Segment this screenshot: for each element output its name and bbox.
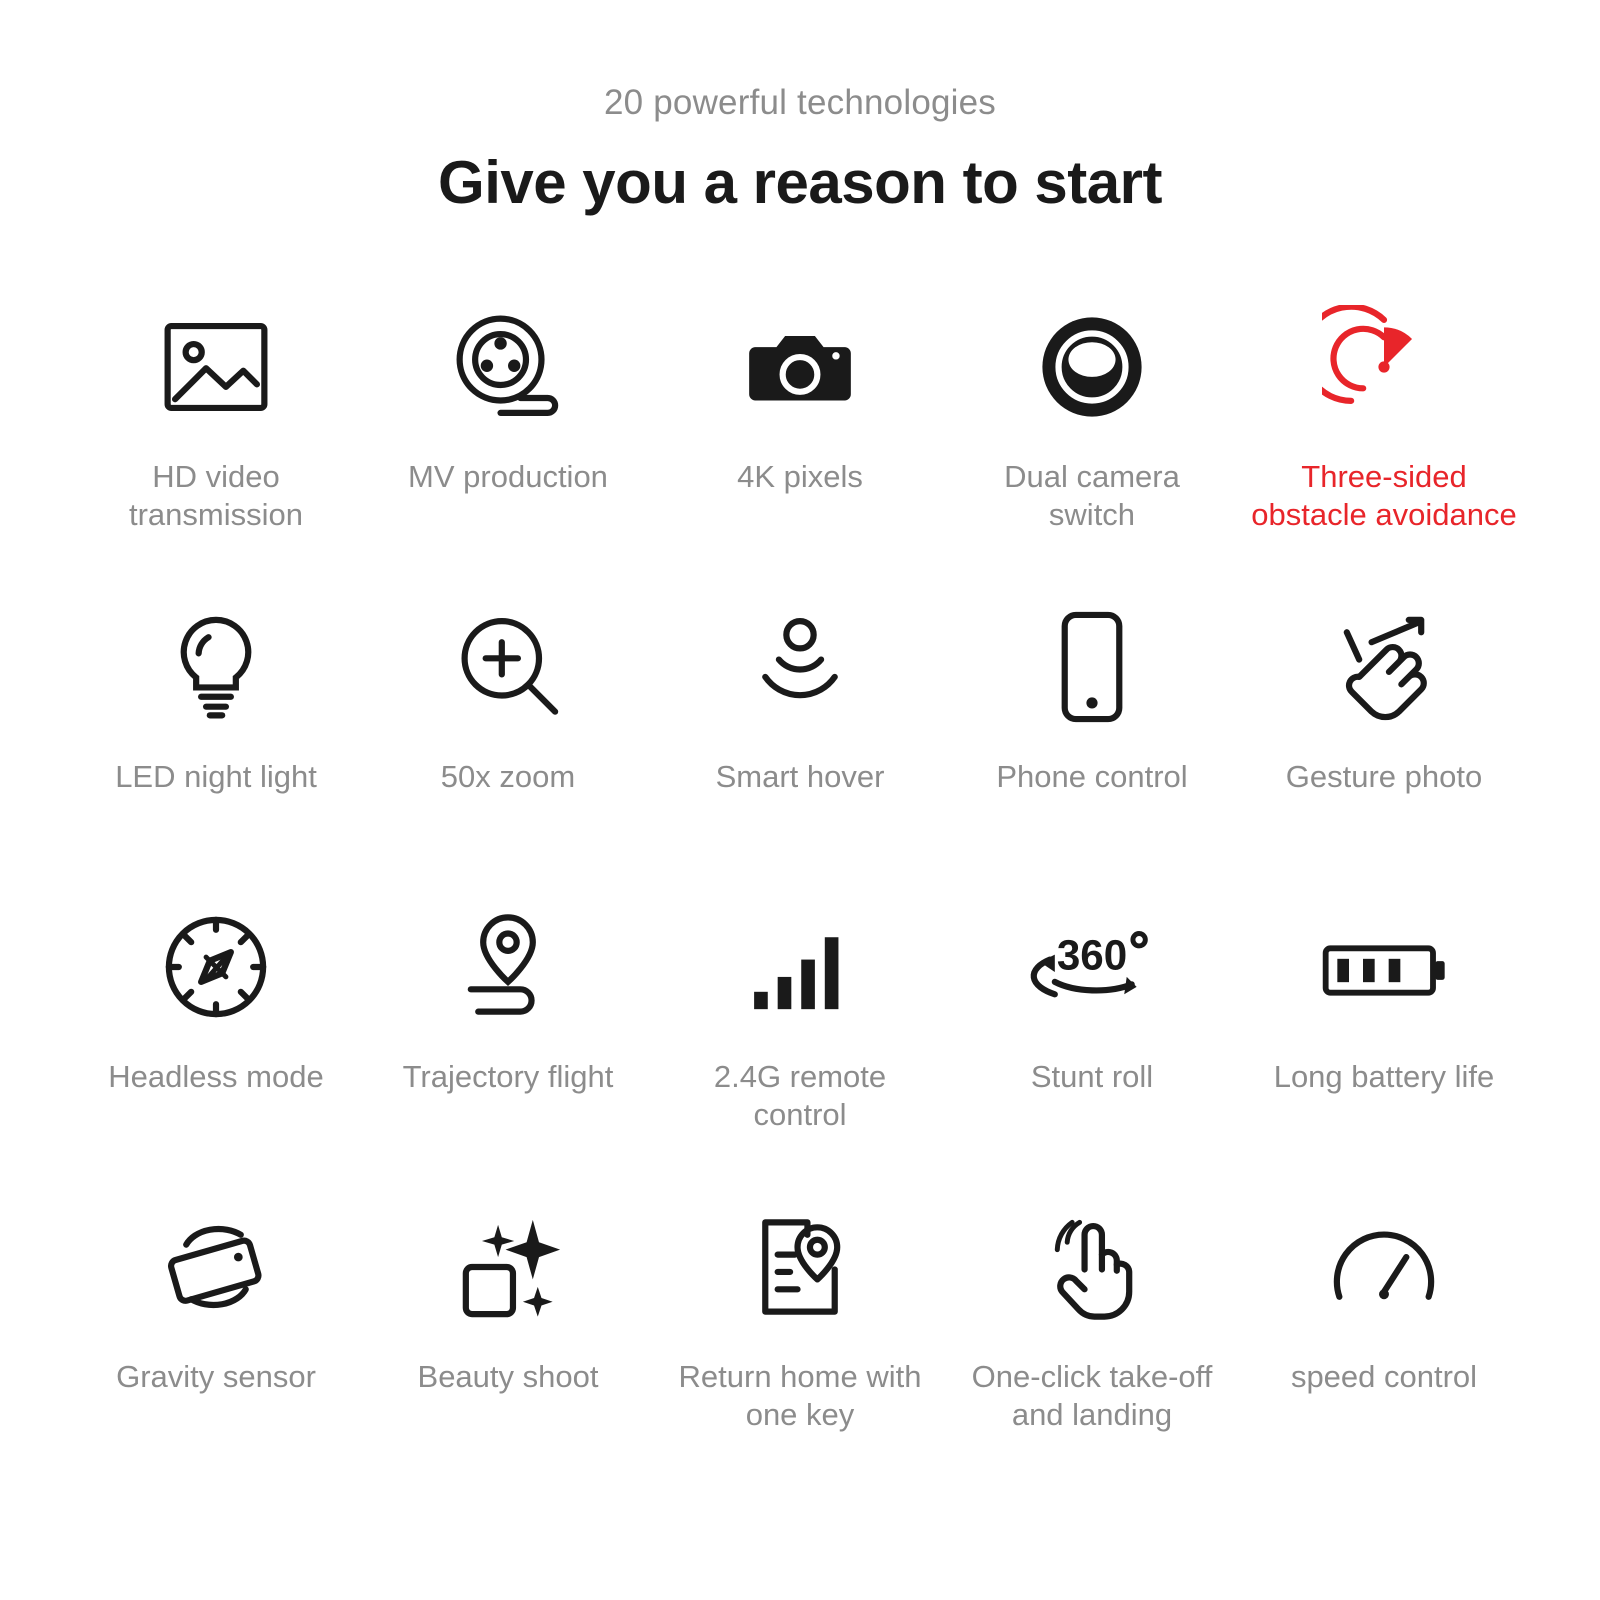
feature-item: [70, 592, 362, 892]
feature-label: Trajectory flight: [402, 1059, 614, 1094]
lens-icon: [1030, 292, 1154, 442]
feature-label: Smart hover: [715, 759, 885, 794]
feature-item: [70, 1192, 362, 1492]
gesture-hand-icon: [1322, 592, 1446, 742]
rotate-360-icon: [1017, 892, 1167, 1042]
film-reel-icon: [446, 292, 570, 442]
route-pin-icon: [446, 892, 570, 1042]
feature-label: Beauty shoot: [417, 1359, 599, 1394]
feature-item: [654, 592, 946, 892]
feature-item: [362, 592, 654, 892]
feature-label: 4K pixels: [737, 459, 863, 494]
feature-item: [654, 1192, 946, 1492]
svg-text:360: 360: [1056, 931, 1128, 979]
feature-label: HD video transmission: [129, 459, 303, 532]
feature-item: [1238, 292, 1530, 592]
speedometer-icon: [1322, 1192, 1446, 1342]
feature-item: [654, 292, 946, 592]
feature-label: MV production: [408, 459, 608, 494]
feature-label: Gravity sensor: [116, 1359, 316, 1394]
feature-item: [946, 292, 1238, 592]
feature-item: [70, 892, 362, 1192]
feature-item: [946, 892, 1238, 1192]
feature-label: Dual camera switch: [1004, 459, 1180, 532]
tap-finger-icon: [1030, 1192, 1154, 1342]
lightbulb-icon: [154, 592, 278, 742]
feature-label: Stunt roll: [1030, 1059, 1154, 1094]
feature-label: Three-sided obstacle avoidance: [1251, 459, 1517, 532]
feature-item: [946, 1192, 1238, 1492]
page-title: Give you a reason to start: [438, 149, 1162, 216]
signal-bars-icon: [738, 892, 862, 1042]
feature-label: speed control: [1290, 1359, 1478, 1394]
feature-label: Return home with one key: [678, 1359, 922, 1432]
photo-frame-icon: [154, 292, 278, 442]
feature-label: LED night light: [115, 759, 317, 794]
features-grid: [0, 292, 1600, 1492]
feature-item: [362, 892, 654, 1192]
feature-item: [1238, 592, 1530, 892]
feature-label: Long battery life: [1273, 1059, 1495, 1094]
tilt-rotate-icon: [154, 1192, 278, 1342]
battery-icon: [1314, 892, 1454, 1042]
hover-waves-icon: [738, 592, 862, 742]
feature-item: [70, 292, 362, 592]
feature-label: Phone control: [996, 759, 1188, 794]
magnifier-plus-icon: [446, 592, 570, 742]
feature-label: One-click take-off and landing: [971, 1359, 1213, 1432]
map-pin-card-icon: [738, 1192, 862, 1342]
radar-sweep-icon: [1322, 292, 1446, 442]
feature-item: [1238, 892, 1530, 1192]
page-header: [0, 0, 1600, 216]
feature-item: [946, 592, 1238, 892]
compass-icon: [154, 892, 278, 1042]
feature-label: Gesture photo: [1285, 759, 1483, 794]
smartphone-icon: [1030, 592, 1154, 742]
feature-label: 2.4G remote control: [713, 1059, 887, 1132]
feature-label: Headless mode: [108, 1059, 324, 1094]
feature-item: [362, 1192, 654, 1492]
camera-icon: [738, 292, 862, 442]
feature-item: [362, 292, 654, 592]
feature-item: [1238, 1192, 1530, 1492]
feature-item: [654, 892, 946, 1192]
feature-label: 50x zoom: [440, 759, 576, 794]
sparkle-square-icon: [446, 1192, 570, 1342]
page-subtitle: 20 powerful technologies: [603, 83, 996, 122]
